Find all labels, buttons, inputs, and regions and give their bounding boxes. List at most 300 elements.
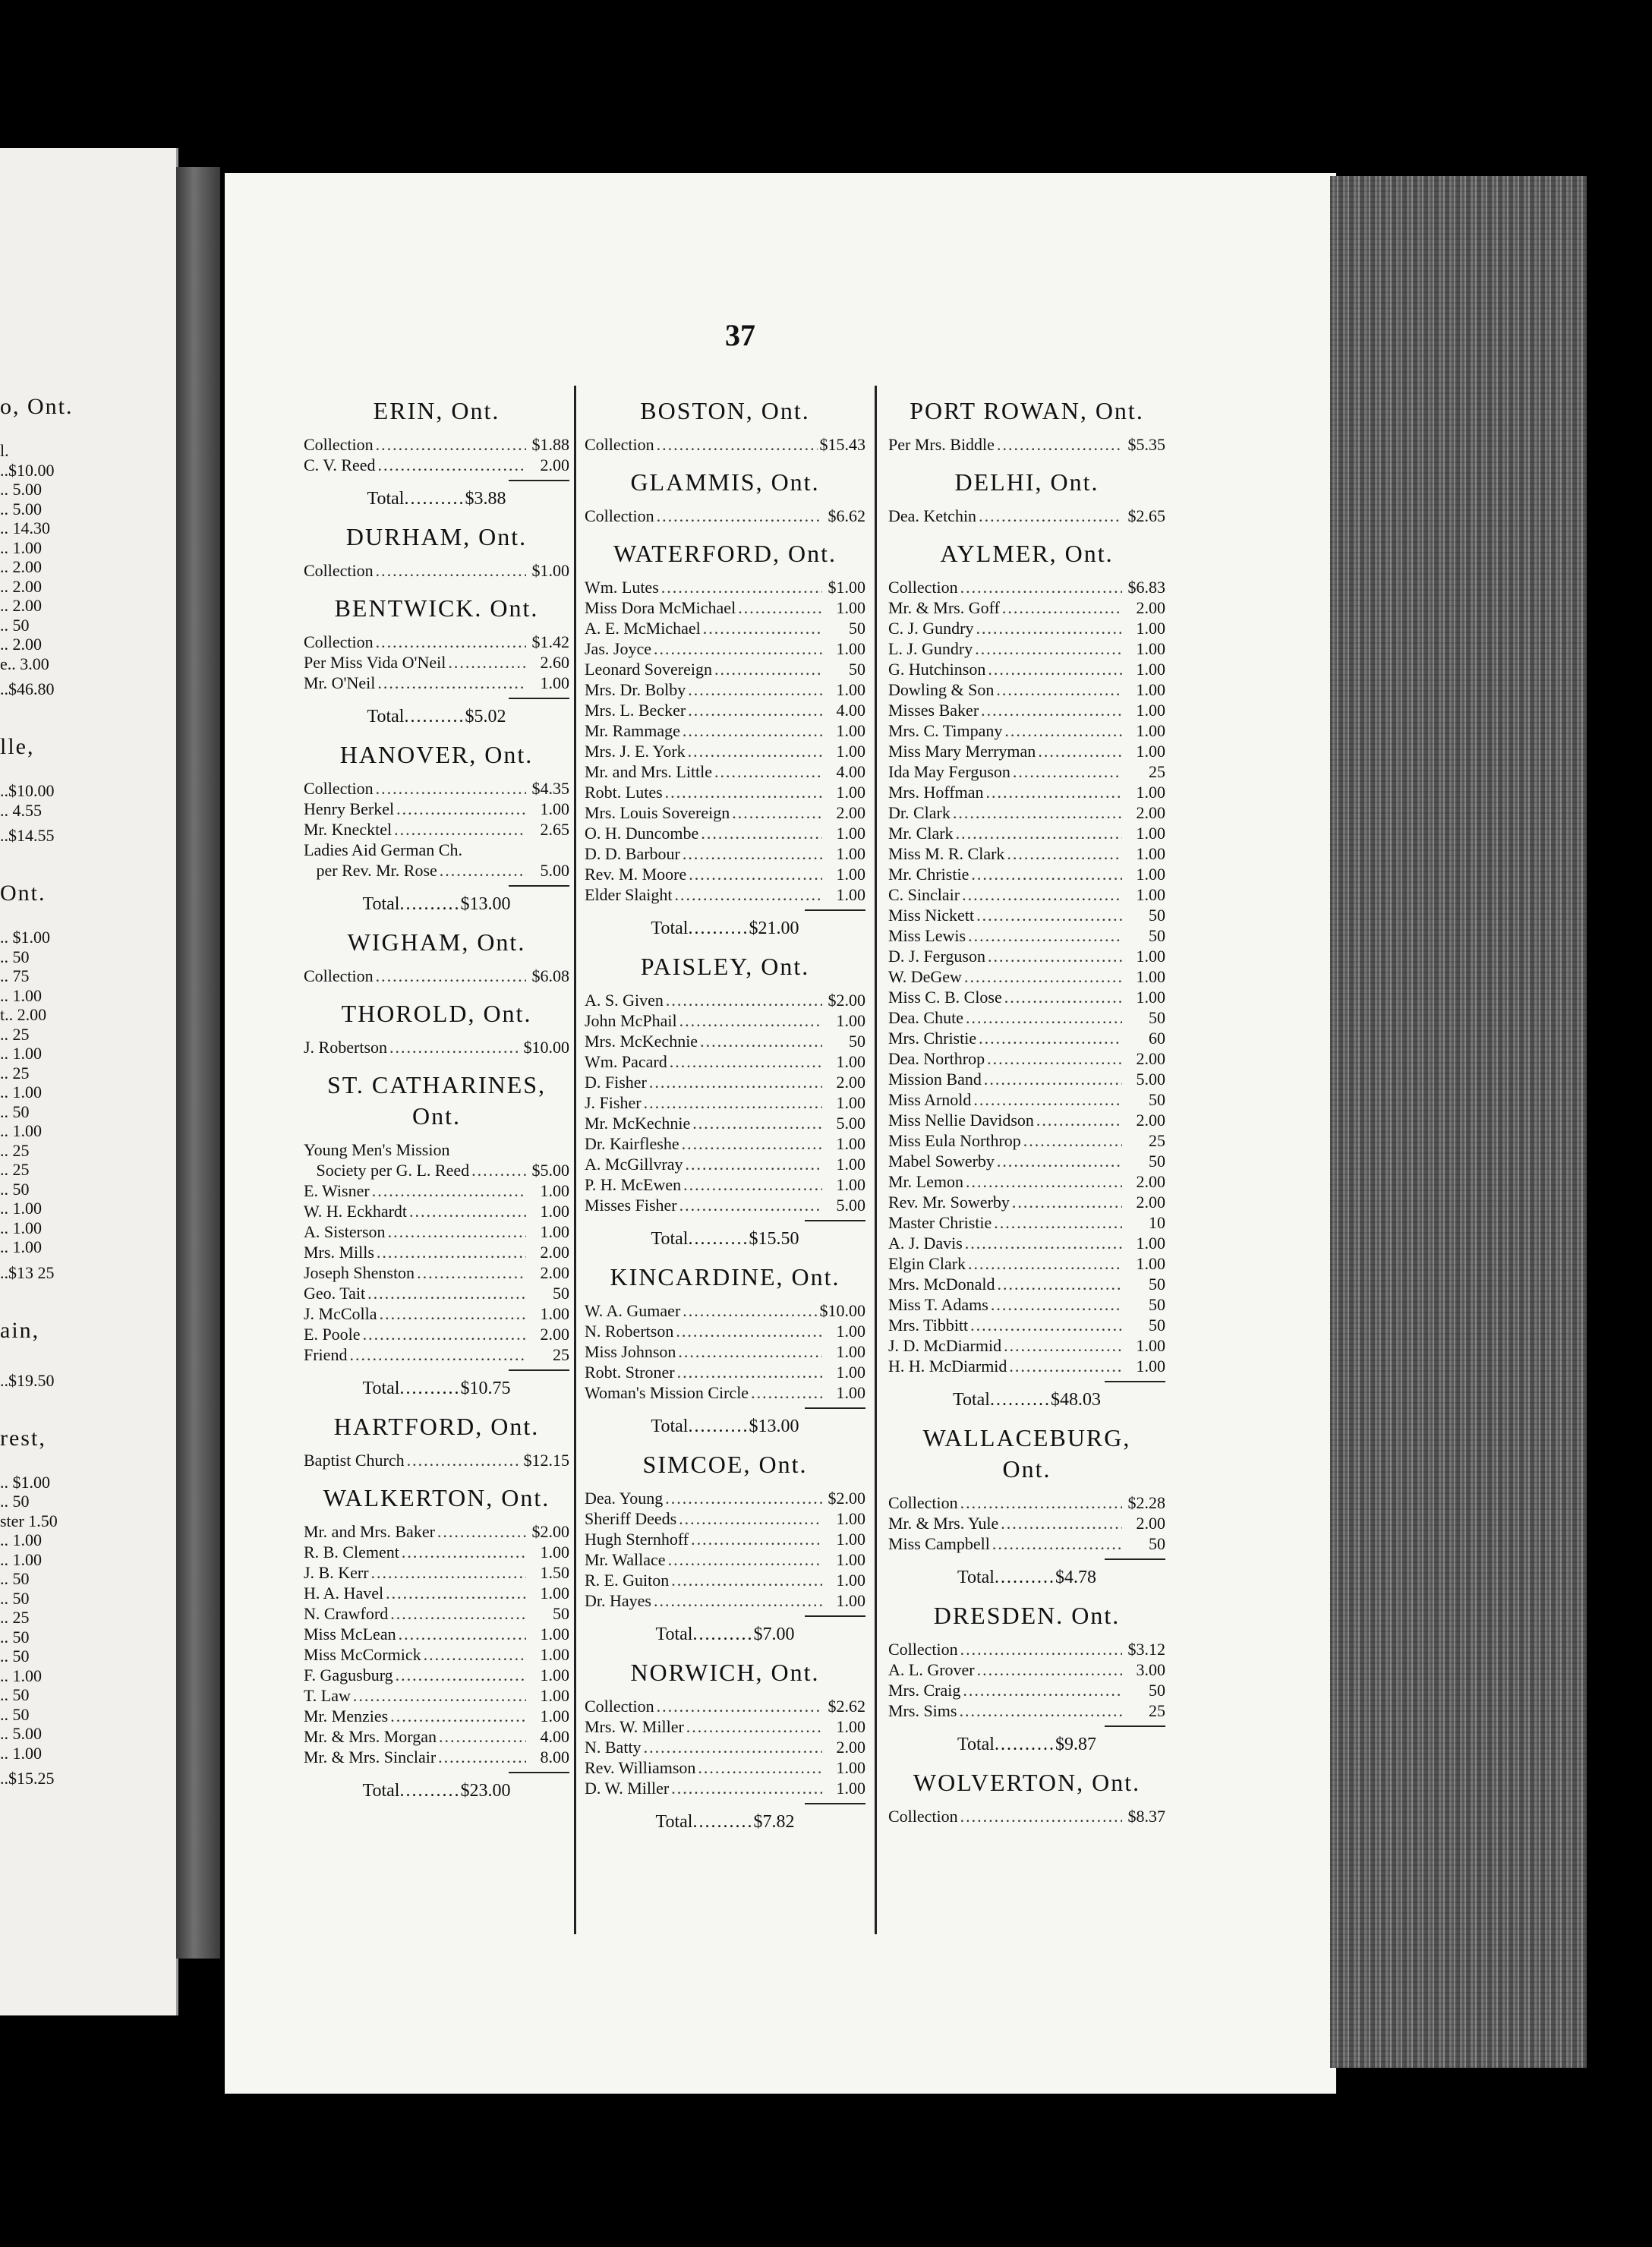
donation-amount: 1.00 xyxy=(836,1175,865,1194)
donation-row xyxy=(585,1508,865,1529)
donation-amount: 5.00 xyxy=(540,861,569,880)
donation-row xyxy=(304,1037,569,1057)
donation-amount: 1.00 xyxy=(1136,824,1165,843)
donor-name: J. Robertson xyxy=(304,1038,387,1057)
donation-amount: $1.88 xyxy=(531,435,569,454)
donation-amount: $1.42 xyxy=(531,632,569,651)
donation-row xyxy=(888,700,1165,720)
donation-row xyxy=(888,679,1165,700)
donor-name: Misses Baker xyxy=(888,701,979,720)
donor-name: Dea. Young xyxy=(585,1489,664,1508)
donation-row xyxy=(585,782,865,802)
leader-dots xyxy=(682,1133,822,1154)
donor-name: Mrs. C. Timpany xyxy=(888,721,1003,740)
leader-dots xyxy=(448,652,526,673)
leader-dots xyxy=(960,1806,1122,1826)
donation-row xyxy=(585,720,865,741)
donation-amount: 2.00 xyxy=(540,1263,569,1282)
donor-name: Mrs. W. Miller xyxy=(585,1717,684,1736)
donation-row xyxy=(304,1160,569,1180)
donor-name: Mrs. Sims xyxy=(888,1701,957,1720)
donation-row xyxy=(888,843,1165,864)
total-rule xyxy=(1105,1381,1165,1382)
donation-amount: 1.00 xyxy=(540,1181,569,1200)
leader-dots xyxy=(960,577,1122,597)
donor-name: Dr. Kairfleshe xyxy=(585,1134,679,1153)
leader-dots xyxy=(692,1812,753,1833)
section-heading: WATERFORD, Ont. xyxy=(613,540,837,567)
left-page-fragment: ..$46.80 xyxy=(0,679,55,698)
section-heading: GLAMMIS, Ont. xyxy=(630,468,820,496)
donation-amount: $10.00 xyxy=(523,1038,569,1057)
section-heading: KINCARDINE, Ont. xyxy=(610,1263,840,1291)
left-page-fragment: .. 1.00 xyxy=(0,1083,42,1101)
donation-amount: 50 xyxy=(849,1032,865,1051)
donation-row xyxy=(888,506,1165,526)
leader-dots xyxy=(976,905,1122,925)
donor-name: Elder Slaight xyxy=(585,885,673,904)
donor-name: Wm. Pacard xyxy=(585,1052,667,1071)
donation-row xyxy=(585,1570,865,1590)
donation-row xyxy=(888,1212,1165,1233)
leader-dots xyxy=(409,1201,526,1221)
total-amount: $7.00 xyxy=(753,1625,795,1644)
donor-name: W. DeGew xyxy=(888,967,962,986)
donation-amount: 50 xyxy=(849,660,865,679)
donation-section xyxy=(304,1413,569,1470)
leader-dots xyxy=(363,1324,526,1344)
leader-dots xyxy=(965,1233,1122,1253)
leader-dots xyxy=(404,707,465,727)
donation-row xyxy=(585,434,865,455)
donation-row xyxy=(585,506,865,526)
leader-dots xyxy=(714,761,822,782)
leader-dots xyxy=(959,1700,1122,1721)
section-heading: HANOVER, Ont. xyxy=(339,741,534,768)
donor-name: Wm. Lutes xyxy=(585,578,659,597)
donation-row xyxy=(888,1048,1165,1069)
leader-dots xyxy=(970,1315,1122,1335)
donor-name: Mr. Wallace xyxy=(585,1550,666,1569)
leader-dots xyxy=(700,1031,822,1051)
donor-name: Dea. Northrop xyxy=(888,1049,985,1068)
section-total xyxy=(304,489,569,509)
leader-dots xyxy=(683,1300,817,1321)
leader-dots xyxy=(440,860,526,881)
leader-dots xyxy=(657,506,822,526)
donation-amount: $15.43 xyxy=(819,435,865,454)
donor-name: Master Christie xyxy=(888,1213,992,1232)
donation-amount: 2.00 xyxy=(1136,1193,1165,1212)
donation-section xyxy=(888,540,1165,1410)
donor-name: Leonard Sovereign xyxy=(585,660,712,679)
donor-name: Miss Dora McMichael xyxy=(585,598,736,617)
left-page-fragment: .. 1.00 xyxy=(0,537,42,557)
leader-dots xyxy=(671,1778,822,1798)
donation-amount: 2.00 xyxy=(1136,1111,1165,1130)
leader-dots xyxy=(683,720,822,741)
donation-row xyxy=(888,618,1165,638)
leader-dots xyxy=(988,946,1122,966)
donation-section xyxy=(585,1263,865,1437)
leader-dots xyxy=(692,1625,753,1645)
donation-row xyxy=(888,720,1165,741)
donor-name: Collection xyxy=(888,1493,958,1512)
donation-amount: 1.00 xyxy=(540,1543,569,1562)
section-total xyxy=(585,919,865,939)
donor-name: Miss T. Adams xyxy=(888,1295,988,1314)
total-rule xyxy=(509,698,569,699)
leader-dots xyxy=(688,919,749,939)
leader-dots xyxy=(683,843,822,864)
total-label: Total xyxy=(651,1417,689,1436)
leader-dots xyxy=(977,1659,1122,1680)
donor-name: Friend xyxy=(304,1345,348,1364)
donor-name: Miss McLean xyxy=(304,1625,396,1643)
donor-name: Collection xyxy=(304,779,374,798)
donation-row xyxy=(585,577,865,597)
donation-amount: 2.00 xyxy=(1136,1049,1165,1068)
donor-name: H. A. Havel xyxy=(304,1584,384,1603)
left-page-fragment: .. 50 xyxy=(0,615,30,635)
section-total xyxy=(585,1229,865,1250)
leader-dots xyxy=(688,741,822,761)
total-rule xyxy=(805,1220,865,1221)
donation-amount: $2.00 xyxy=(828,991,865,1010)
section-heading: HARTFORD, Ont. xyxy=(333,1413,540,1440)
leader-dots xyxy=(377,673,526,693)
leader-dots xyxy=(439,1726,526,1747)
donation-row xyxy=(585,1051,865,1072)
leader-dots xyxy=(389,1037,522,1057)
donation-amount: 1.00 xyxy=(540,1222,569,1241)
donor-name: Miss C. B. Close xyxy=(888,988,1002,1007)
leader-dots xyxy=(990,1390,1051,1410)
donor-name: Mrs. Craig xyxy=(888,1681,961,1700)
total-label: Total xyxy=(655,1625,693,1644)
donor-name: Miss Nellie Davidson xyxy=(888,1111,1034,1130)
leader-dots xyxy=(960,1492,1122,1513)
donation-row xyxy=(888,1513,1165,1533)
leader-dots xyxy=(692,1113,822,1133)
leader-dots xyxy=(703,618,822,638)
leader-dots xyxy=(987,1048,1122,1069)
donation-amount: 50 xyxy=(1149,926,1165,945)
donation-row xyxy=(585,618,865,638)
donation-amount: 1.00 xyxy=(836,1011,865,1030)
donation-row xyxy=(888,905,1165,925)
donation-section xyxy=(888,1602,1165,1755)
donation-amount: 3.00 xyxy=(1136,1660,1165,1679)
donation-section xyxy=(304,1000,569,1057)
leader-dots xyxy=(956,823,1122,843)
donor-name: D. J. Ferguson xyxy=(888,947,985,966)
donation-amount: $10.00 xyxy=(819,1301,865,1320)
donation-amount: 1.00 xyxy=(1136,865,1165,884)
donation-amount: 60 xyxy=(1149,1029,1165,1048)
leader-dots xyxy=(992,1533,1122,1554)
leader-dots xyxy=(376,632,526,652)
leader-dots xyxy=(394,819,526,840)
donation-row xyxy=(888,761,1165,782)
donation-amount: 1.00 xyxy=(836,1134,865,1153)
donation-section xyxy=(888,1769,1165,1826)
donation-amount: 2.00 xyxy=(540,1325,569,1344)
section-heading: PAISLEY, Ont. xyxy=(640,953,810,980)
leader-dots xyxy=(376,434,526,455)
left-page-fragment: .. 14.30 xyxy=(0,518,50,537)
leader-dots xyxy=(1036,1110,1122,1130)
donor-name: Mr. and Mrs. Baker xyxy=(304,1522,435,1541)
donor-name: W. H. Eckhardt xyxy=(304,1202,408,1221)
donation-row xyxy=(585,741,865,761)
left-page-fragment: .. 2.00 xyxy=(0,557,42,576)
left-page-fragment: .. $1.00 xyxy=(0,1472,50,1492)
leader-dots xyxy=(390,1603,526,1624)
donor-name: John McPhail xyxy=(585,1011,677,1030)
leader-dots xyxy=(372,1180,526,1201)
leader-dots xyxy=(437,1521,526,1542)
leader-dots xyxy=(966,1171,1122,1192)
donor-name: Dr. Clark xyxy=(888,803,951,822)
total-label: Total xyxy=(651,919,689,938)
total-label: Total xyxy=(957,1568,995,1587)
donation-row xyxy=(585,1321,865,1341)
left-page-fragment: .. $1.00 xyxy=(0,928,50,947)
section-heading: WIGHAM, Ont. xyxy=(347,928,526,956)
leader-dots xyxy=(984,1069,1122,1089)
leader-dots xyxy=(1004,720,1122,741)
section-total xyxy=(888,1390,1165,1410)
leader-dots xyxy=(644,1737,822,1757)
donation-amount: $6.83 xyxy=(1127,578,1165,597)
donation-row xyxy=(585,802,865,823)
donor-name: Mrs. Hoffman xyxy=(888,783,984,802)
donation-amount: 1.00 xyxy=(836,721,865,740)
left-page-fragment: ..$13 25 xyxy=(0,1262,55,1282)
donor-name: Mr. Clark xyxy=(888,824,954,843)
leader-dots xyxy=(963,1680,1122,1700)
donor-name: Mr. O'Neil xyxy=(304,673,376,692)
leader-dots xyxy=(975,638,1122,659)
donation-amount: 50 xyxy=(1149,906,1165,925)
donor-name: Baptist Church xyxy=(304,1451,405,1470)
donation-row xyxy=(888,597,1165,618)
leader-dots xyxy=(698,1757,822,1778)
donation-row xyxy=(888,1089,1165,1110)
donor-name: Rev. M. Moore xyxy=(585,865,687,884)
donation-amount: 1.00 xyxy=(540,1686,569,1705)
donor-name: Hugh Sternhoff xyxy=(585,1530,689,1549)
leader-dots xyxy=(1001,1513,1122,1533)
page-number: 37 xyxy=(725,318,755,352)
donation-amount: 1.00 xyxy=(540,1666,569,1684)
leader-dots xyxy=(371,1562,526,1583)
donation-row xyxy=(585,1549,865,1570)
leader-dots xyxy=(991,1294,1122,1315)
donor-name: J. Fisher xyxy=(585,1093,642,1112)
donation-row xyxy=(585,638,865,659)
donor-name: E. Wisner xyxy=(304,1181,370,1200)
donor-name: Rev. Mr. Sowerby xyxy=(888,1193,1010,1212)
donor-name: A. Sisterson xyxy=(304,1222,386,1241)
leader-dots xyxy=(674,884,822,905)
leader-dots xyxy=(964,966,1122,987)
donor-name: Mr. & Mrs. Sinclair xyxy=(304,1747,437,1766)
total-label: Total xyxy=(367,707,405,726)
leader-dots xyxy=(971,864,1122,884)
donor-name: Jas. Joyce xyxy=(585,639,651,658)
section-heading: DELHI, Ont. xyxy=(954,468,1099,496)
donation-row xyxy=(888,741,1165,761)
leader-dots xyxy=(976,618,1122,638)
leader-dots xyxy=(688,679,822,700)
donation-row xyxy=(888,802,1165,823)
total-amount: $48.03 xyxy=(1050,1390,1101,1410)
leader-dots xyxy=(377,1242,526,1262)
donor-name: R. E. Guiton xyxy=(585,1571,670,1590)
leader-dots xyxy=(968,925,1122,946)
left-page-fragment: .. 50 xyxy=(0,947,30,966)
column-divider xyxy=(574,386,576,1934)
donation-amount: 1.00 xyxy=(1136,721,1165,740)
donation-amount: 2.00 xyxy=(540,1243,569,1262)
donation-row xyxy=(304,1303,569,1324)
section-total xyxy=(585,1812,865,1833)
donation-row xyxy=(888,1533,1165,1554)
left-page-fragment: .. 1.00 xyxy=(0,1044,42,1063)
leader-dots xyxy=(676,1321,822,1341)
donation-amount: 1.00 xyxy=(1136,680,1165,699)
leader-dots xyxy=(678,1341,822,1362)
left-page-fragment: ..$10.00 xyxy=(0,781,55,800)
donation-row xyxy=(304,1542,569,1562)
donation-section xyxy=(585,468,865,526)
donation-row xyxy=(888,1274,1165,1294)
donation-row xyxy=(888,1028,1165,1048)
donation-row xyxy=(304,860,569,881)
donation-row xyxy=(585,679,865,700)
leader-dots xyxy=(404,489,465,509)
donor-name: Collection xyxy=(304,435,374,454)
donation-amount: 5.00 xyxy=(836,1196,865,1215)
donor-name: Mabel Sowerby xyxy=(888,1152,995,1171)
donation-amount: 1.00 xyxy=(836,1591,865,1610)
donor-name: Mr. Menzies xyxy=(304,1707,389,1725)
left-page-fragment: ain, xyxy=(0,1317,40,1343)
left-page-fragment: .. 1.00 xyxy=(0,1530,42,1549)
donation-row xyxy=(888,1192,1165,1212)
donation-amount: 1.00 xyxy=(836,598,865,617)
donation-amount: 1.00 xyxy=(836,1758,865,1777)
donor-name: Society per G. L. Reed xyxy=(304,1161,470,1180)
donation-amount: 50 xyxy=(1149,1008,1165,1027)
donation-row xyxy=(888,1130,1165,1151)
donation-amount: 1.00 xyxy=(540,1202,569,1221)
donation-amount: $6.62 xyxy=(828,506,865,525)
left-page-fragment: .. 5.00 xyxy=(0,480,42,499)
donation-row xyxy=(304,1344,569,1365)
left-page-fragment: .. 25 xyxy=(0,1140,30,1160)
donor-name: G. Hutchinson xyxy=(888,660,986,679)
donation-amount: 1.00 xyxy=(836,680,865,699)
donor-name: Mr. & Mrs. Yule xyxy=(888,1514,999,1533)
donation-row xyxy=(304,799,569,819)
donation-row xyxy=(585,1092,865,1113)
donor-name: D. Fisher xyxy=(585,1073,647,1092)
donation-row xyxy=(888,1680,1165,1700)
donation-amount: 25 xyxy=(1149,1701,1165,1720)
page-edges xyxy=(1330,176,1587,2068)
left-page-fragment: .. 1.00 xyxy=(0,1549,42,1569)
leader-dots xyxy=(997,434,1122,455)
donation-row xyxy=(888,946,1165,966)
donor-name: R. B. Clement xyxy=(304,1543,399,1562)
donor-name: Mrs. McKechnie xyxy=(585,1032,698,1051)
donation-row xyxy=(888,1294,1165,1315)
left-page-fragment: .. 25 xyxy=(0,1608,30,1627)
donation-row xyxy=(585,1174,865,1195)
leader-dots xyxy=(399,1624,526,1644)
donation-row xyxy=(585,1757,865,1778)
donor-name: Mr. McKechnie xyxy=(585,1114,691,1133)
donor-name: A. McGillvray xyxy=(585,1155,683,1174)
donor-name: L. J. Gundry xyxy=(888,639,973,658)
total-amount: $13.00 xyxy=(749,1417,799,1436)
left-page-fragment: .. 75 xyxy=(0,966,30,985)
donation-section xyxy=(585,1659,865,1833)
donation-amount: 2.00 xyxy=(540,455,569,474)
donor-name: C. V. Reed xyxy=(304,455,376,474)
donor-name: Ida May Ferguson xyxy=(888,762,1010,781)
donor-name: Miss Arnold xyxy=(888,1090,972,1109)
donation-row xyxy=(888,577,1165,597)
leader-dots xyxy=(960,1639,1122,1659)
donation-row xyxy=(888,1700,1165,1721)
donation-amount: $3.12 xyxy=(1127,1640,1165,1659)
donation-amount: 1.00 xyxy=(540,673,569,692)
donor-name: T. Law xyxy=(304,1686,351,1705)
donation-row xyxy=(304,1221,569,1242)
leader-dots xyxy=(654,1590,822,1611)
left-page-fragment: .. 1.00 xyxy=(0,985,42,1005)
left-page-fragment: .. 50 xyxy=(0,1685,30,1704)
leader-dots xyxy=(665,782,822,802)
total-amount: $4.78 xyxy=(1055,1568,1096,1587)
donation-amount: 1.00 xyxy=(1136,885,1165,904)
donation-row xyxy=(585,1362,865,1382)
donation-amount: 50 xyxy=(1149,1152,1165,1171)
left-page-fragment: .. 50 xyxy=(0,1179,30,1199)
donor-name: Mrs. Dr. Bolby xyxy=(585,680,686,699)
donation-amount: 50 xyxy=(553,1604,569,1623)
donation-row xyxy=(585,1154,865,1174)
total-rule xyxy=(509,1772,569,1773)
section-heading: AYLMER, Ont. xyxy=(940,540,1114,567)
donor-name: Rev. Williamson xyxy=(585,1758,696,1777)
total-amount: $23.00 xyxy=(460,1781,511,1801)
donation-row xyxy=(585,1341,865,1362)
section-total xyxy=(888,1568,1165,1588)
leader-dots xyxy=(966,1007,1122,1028)
left-page-fragment: .. 1.00 xyxy=(0,1218,42,1237)
donation-amount: 1.00 xyxy=(540,799,569,818)
donor-name: Collection xyxy=(888,1640,958,1659)
left-page-fragment: .. 1.00 xyxy=(0,1666,42,1685)
donation-amount: 1.00 xyxy=(836,1550,865,1569)
total-amount: $7.82 xyxy=(753,1812,795,1832)
left-page-fragment: .. 2.00 xyxy=(0,635,42,654)
